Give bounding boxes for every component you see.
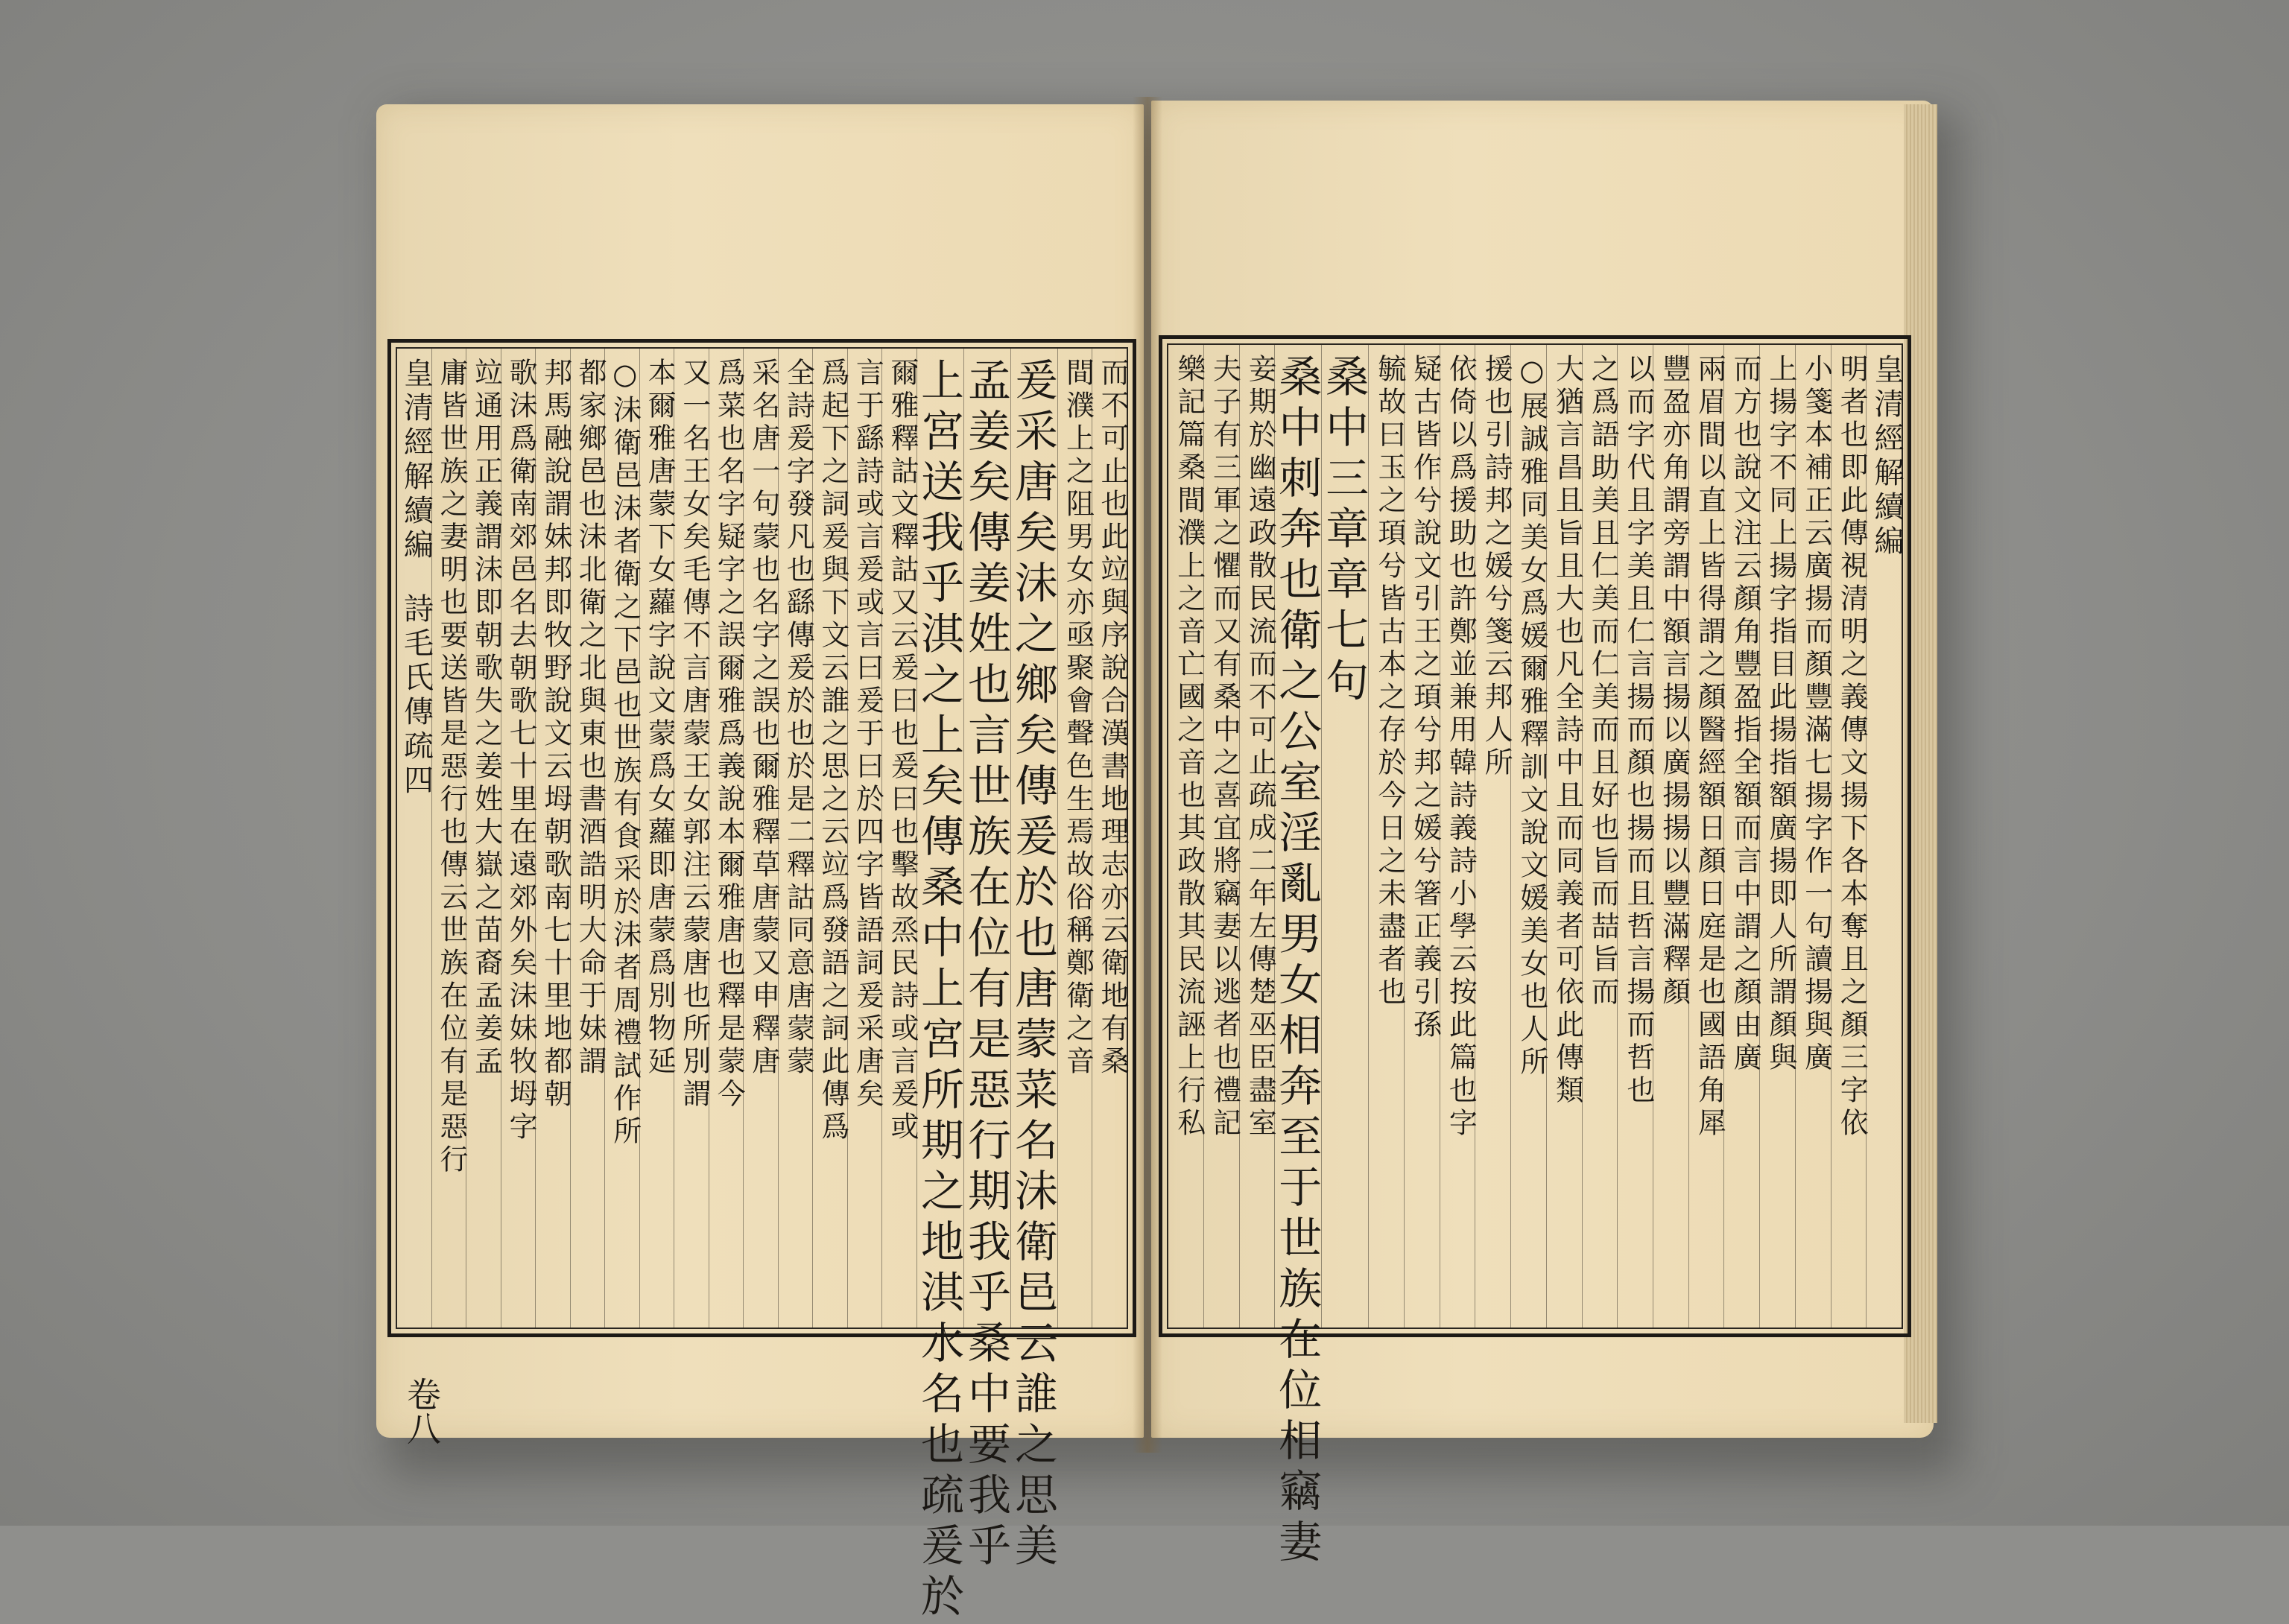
right-columns (1167, 343, 1904, 1570)
text-column: 孟姜矣傳姜姓也言世族在位有是惡行期我乎桑中要我乎 (963, 349, 1010, 1328)
text-column: 豐盈亦角謂旁謂中額言揚以廣揚揚以豐滿釋顏 (1653, 345, 1688, 1328)
left-margin-title (397, 349, 434, 1328)
margin-subtitle-text: 詩毛氏傳疏四 (399, 593, 434, 799)
text-column: 之爲語助美且仁美而仁美而且好也旨而喆旨而 (1582, 345, 1618, 1328)
text-column: 小箋本補正云廣揚而顏豐滿七揚字作一句讀揚與廣 (1795, 345, 1831, 1328)
text-column: 采名唐一句蒙也名字之誤也爾雅釋草唐蒙又申釋唐 (743, 349, 778, 1328)
text-column: 樂記篇桑間濮上之音亡國之音也其政散其民流誣上行私 (1172, 354, 1206, 1141)
text-column: 爾雅釋詁文釋詁又云爰曰也爰曰也擊故烝民詩或言爰或 (881, 349, 916, 1328)
text-column: 桑中刺奔也衛之公室淫亂男女相奔至于世族在位相竊妻 (1274, 345, 1321, 1328)
text-column: 大猶言昌且旨且大也凡全詩中且而同義者可依此傳類 (1546, 345, 1582, 1328)
chapter-heading: 桑中三章章七句 (1321, 345, 1368, 1328)
left-text-block (387, 339, 1136, 1624)
page-number: 卷八 (402, 1377, 442, 1445)
text-column: 間濮上之阻男女亦亟聚會聲色生焉故俗稱鄭衛之音 (1057, 349, 1092, 1328)
text-column: 而方也說文注云顏角豐盈指全額而言中謂之顏由廣 (1723, 345, 1759, 1328)
text-column: 全詩爰字發凡也繇傳爰於也於是二釋詁同意唐蒙蒙 (778, 349, 813, 1328)
text-column: 爲菜也名字疑字之誤爾雅爲義說本爾雅唐也釋是蒙今 (709, 349, 744, 1328)
text-column: 又一名王女矣毛傳不言唐蒙王女郭注云蒙唐也所別謂 (674, 349, 709, 1328)
text-column: 兩眉間以直上皆得謂之顏醫經額日顏日庭是也國語角犀 (1688, 345, 1724, 1328)
text-column: 以而字代且字美且仁言揚而顏也揚而且哲言揚而哲也 (1617, 345, 1653, 1328)
text-column: 爲起下之詞爰與下文云誰之思之云竝爲發語之詞此傳爲 (812, 349, 847, 1328)
right-margin-title: 皇清經解續編 (1866, 345, 1902, 1328)
text-column: 依倚以爲援助也許鄭並兼用韓詩義詩小學云按此篇也字 (1440, 345, 1475, 1328)
text-column: 言于繇詩或言爰或言曰爰于曰於四字皆語詞爰采唐矣 (847, 349, 882, 1328)
book-gutter (1133, 97, 1162, 1453)
text-column: 庸皆世族之妻明也要送皆是惡行也傳云世族在位有是惡行 (431, 349, 466, 1328)
margin-title-text: 皇清經解續編 (399, 358, 434, 563)
text-column: 竝通用正義謂沬即朝歌失之姜姓大嶽之苗裔孟姜孟 (466, 349, 501, 1328)
text-column: 明者也即此傳視清明之義傳文揚下各本奪且之顏三字依 (1831, 345, 1867, 1328)
text-column: 都家鄉邑也沬北衛之北與東也書酒誥明大命于妹謂 (570, 349, 605, 1328)
text-column: 邦馬融說謂妹邦即牧野說文云坶朝歌南七十里地都朝 (535, 349, 570, 1328)
right-text-block (1159, 335, 1911, 1570)
text-column: 妾期於幽遠政散民流而不可止疏成二年左傳楚巫臣盡室 (1239, 345, 1275, 1328)
text-column: 爰采唐矣沬之鄉矣傳爰於也唐蒙菜名沬衛邑云誰之思美 (1010, 349, 1057, 1328)
text-column: 上揚字不同上揚字指目此揚指額廣揚即人所謂顏與 (1759, 345, 1795, 1328)
text-column: 本爾雅唐蒙下女蘿字說文蒙爲女蘿即唐蒙爲別物延 (639, 349, 674, 1328)
text-column: 疑古皆作兮說文引王之頊兮邦之媛兮箸正義引孫 (1404, 345, 1440, 1328)
text-column: ○展誠雅同美女爲媛爾雅釋訓文說文媛美女也人所 (1510, 345, 1546, 1328)
text-column: 歌沬爲衛南郊邑名去朝歌七十里在遠郊外矣沬妹牧坶字 (501, 349, 536, 1328)
text-column: 上宮送我乎淇之上矣傳桑中上宮所期之地淇水名也疏爰於 (916, 349, 963, 1328)
text-column: 而不可止也此竝與序說合漢書地理志亦云衛地有桑 (1092, 349, 1127, 1328)
text-column: ○沬衛邑沬者衛之下邑也世族有食采於沬者周禮試作所 (604, 349, 639, 1328)
text-column: 毓故曰玉之頊兮皆古本之存於今日之未盡者也 (1368, 345, 1404, 1328)
text-column: 援也引詩邦之媛兮箋云邦人所 (1475, 345, 1510, 1328)
text-column: 夫子有三軍之懼而又有桑中之喜宜將竊妻以逃者也禮記 (1203, 345, 1239, 1328)
